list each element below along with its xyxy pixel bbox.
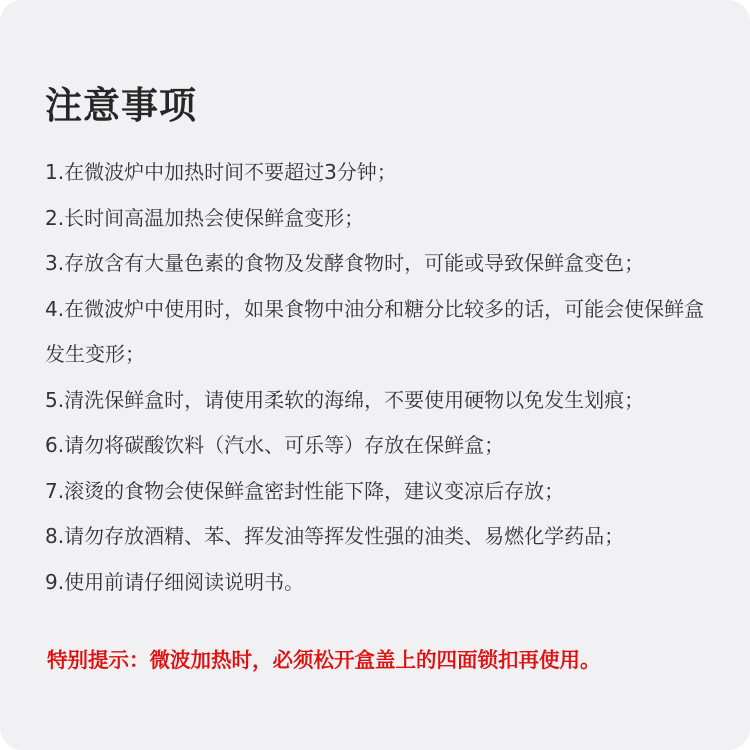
notice-list [45,150,710,605]
page-title: 注意事项 [45,84,197,127]
list-item: 9.使用前请仔细阅读说明书。 [45,569,305,594]
list-item: 3.存放含有大量色素的食物及发酵食物时，可能或导致保鲜盒变色； [45,251,645,275]
list-item: 5.清洗保鲜盒时，请使用柔软的海绵，不要使用硬物以免发生划痕； [45,387,645,412]
list-item: 2.长时间高温加热会使保鲜盒变形； [45,205,365,230]
special-tip: 特别提示：微波加热时，必须松开盒盖上的四面锁扣再使用。 [47,648,601,672]
list-item: 6.请勿将碳酸饮料（汽水、可乐等）存放在保鲜盒； [45,433,505,457]
list-item: 8.请勿存放酒精、苯、挥发油等挥发性强的油类、易燃化学药品； [45,524,625,548]
list-item: 7.滚烫的食物会使保鲜盒密封性能下降，建议变凉后存放； [45,478,565,503]
list-item: 4.在微波炉中使用时，如果食物中油分和糖分比较多的话，可能会使保鲜盒发生变形； [45,296,705,366]
list-item: 1.在微波炉中加热时间不要超过3分钟； [45,160,397,184]
